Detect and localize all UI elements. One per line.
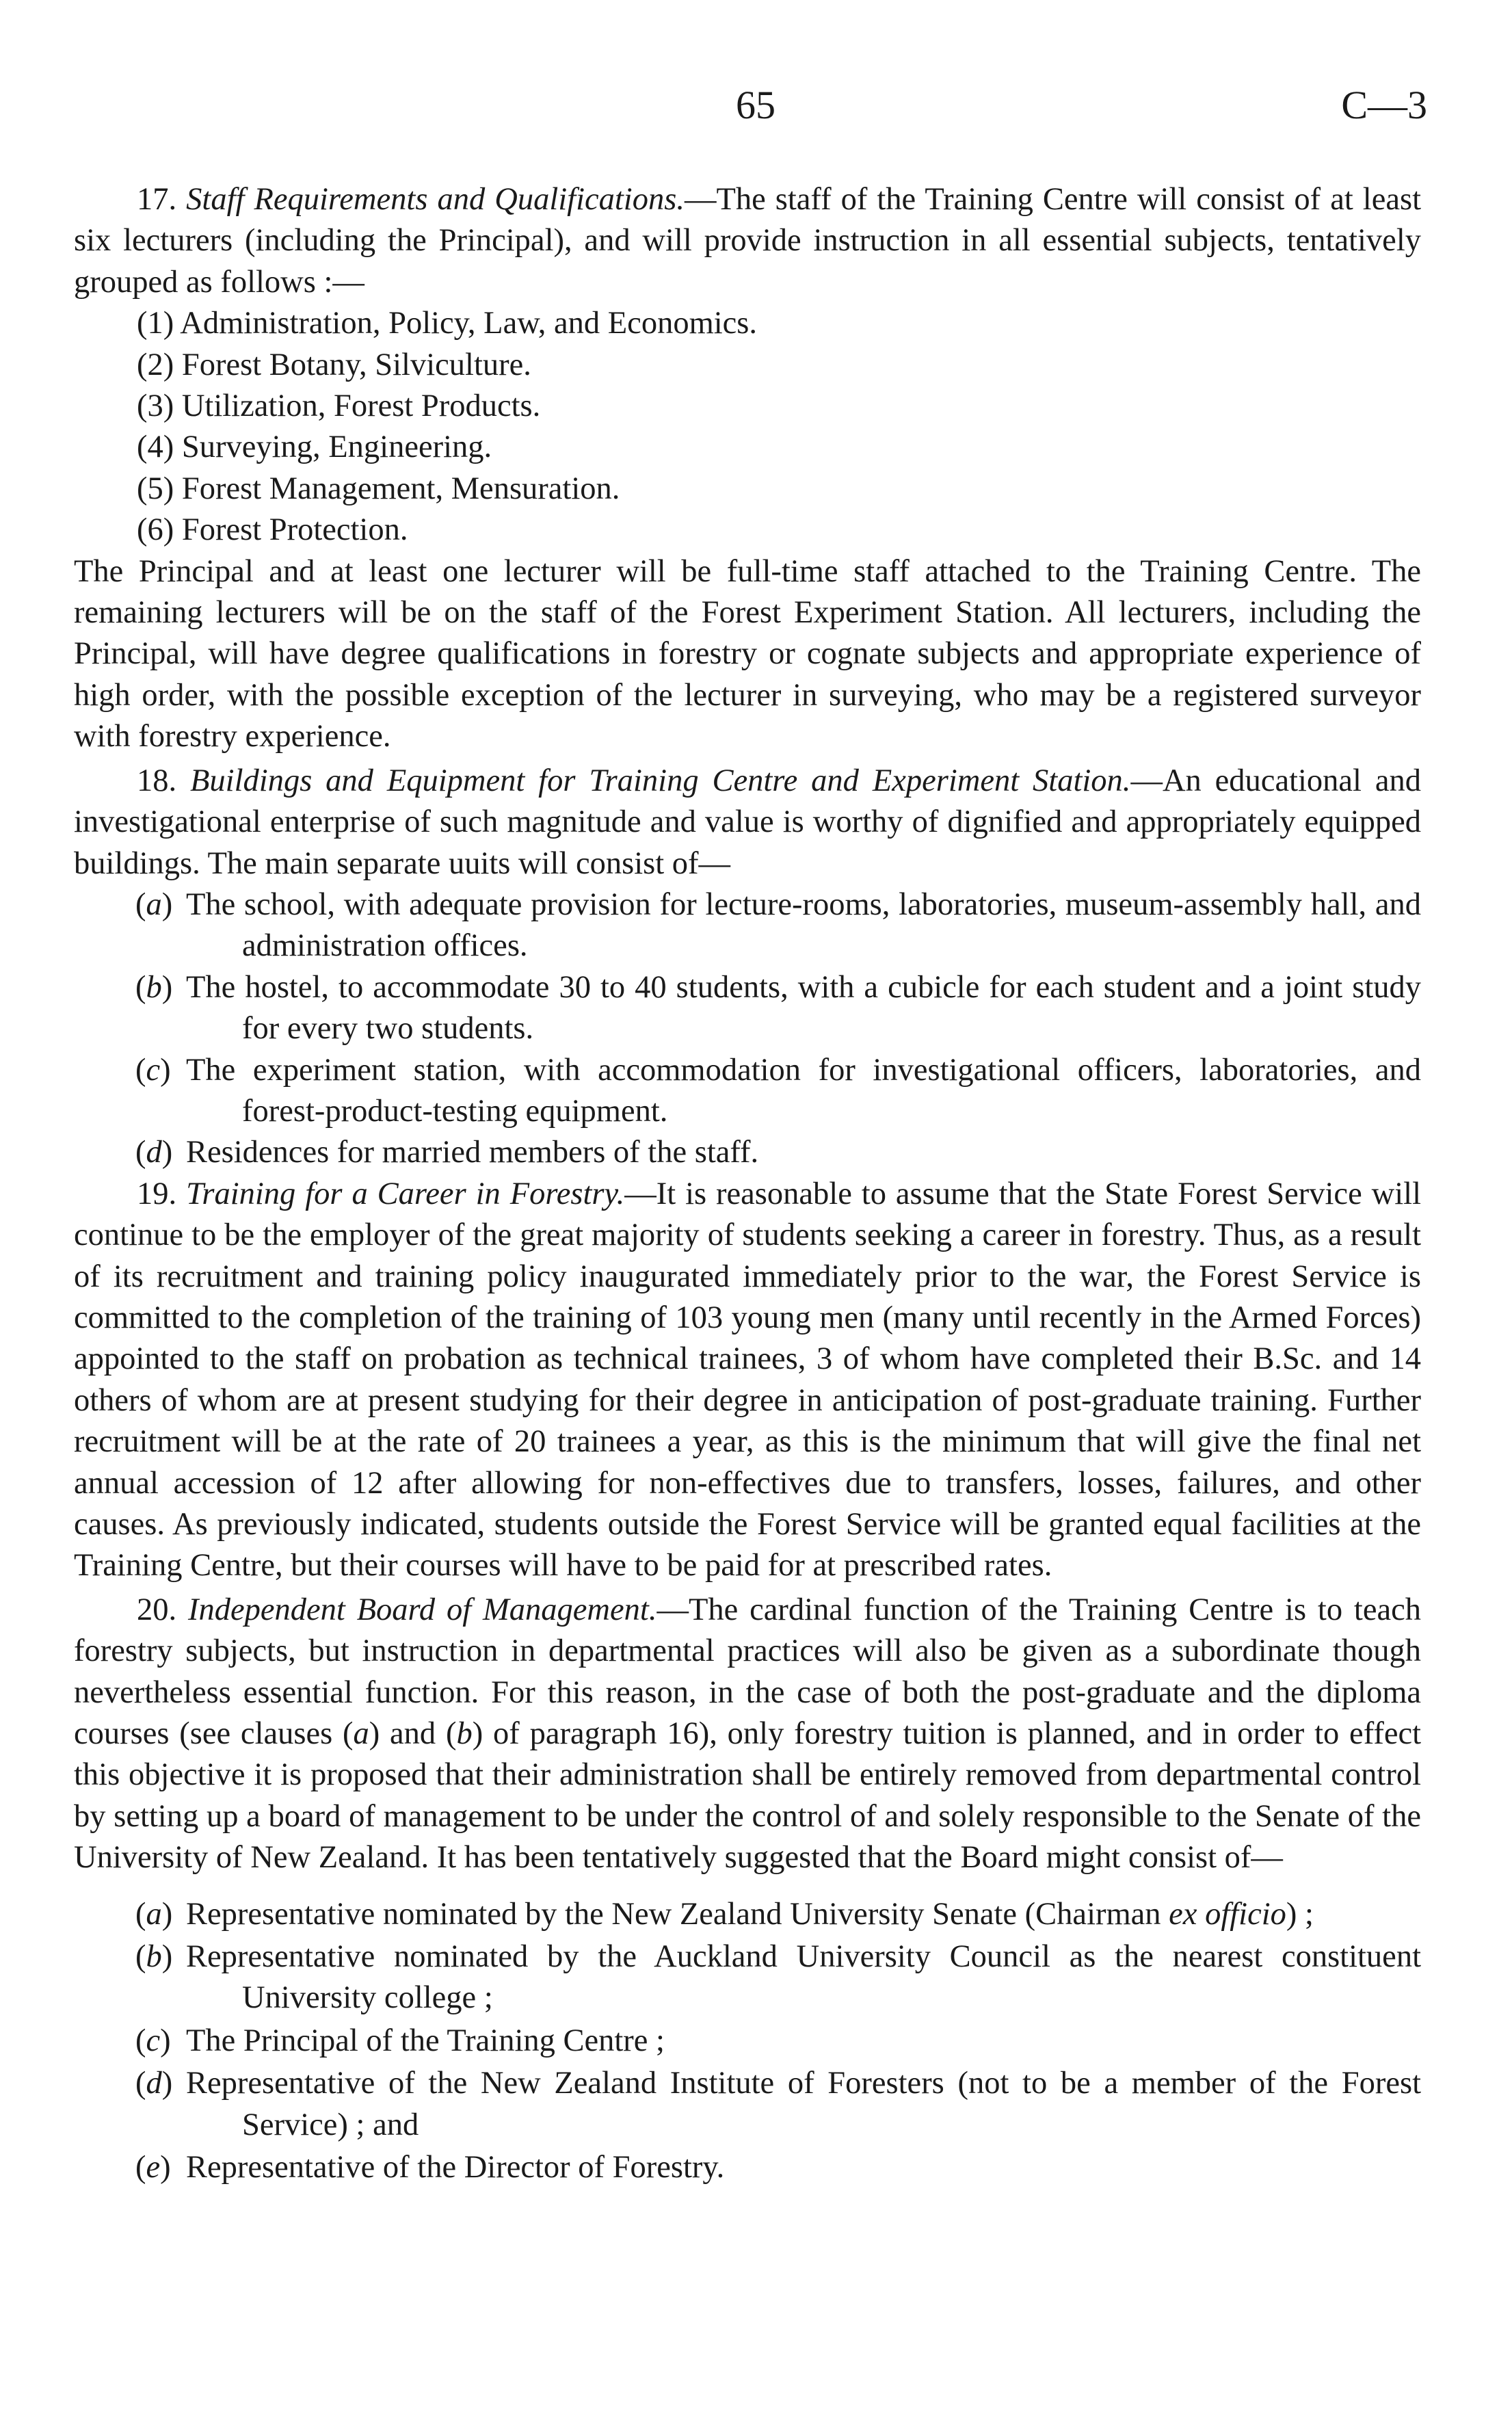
page-header	[0, 82, 1512, 137]
paragraph-text: —An educational and investigational enterprise of such magnitude and value is worthy of dignified and appropriately equipped buildings. The main separate uuits will consist of—	[74, 763, 1422, 881]
paragraph-text: —The cardinal function of the Training Centre is to teach forestry subjects, but instruction in departmental practices will also be given as a subordinate though nevertheless essential function. For this reason, in the case of both the post-graduate and the diploma courses (see clauses (	[74, 1592, 1422, 1752]
paragraph-heading: Training for a Career in Forestry.	[186, 1176, 625, 1211]
document-reference: C—3	[1341, 83, 1427, 127]
list-item: (1) Administration, Policy, Law, and Economics.	[137, 306, 758, 341]
list-item: (4) Surveying, Engineering.	[137, 430, 492, 465]
list-marker: (b)	[135, 1939, 173, 1975]
clause-reference: a	[353, 1716, 369, 1752]
page-number: 65	[736, 83, 775, 127]
list-marker: (d)	[135, 2066, 173, 2101]
list-item	[74, 1936, 1421, 2019]
page-body	[74, 179, 1421, 2189]
paragraph-heading: Independent Board of Management.	[187, 1592, 657, 1627]
paragraph-19	[74, 1174, 1421, 1587]
list-item	[74, 1894, 1421, 1935]
list-item	[74, 884, 1421, 967]
paragraph-18	[74, 761, 1421, 884]
list-item-text: Representative nominated by the Auckland University Council as the nearest constituent University college ;	[186, 1939, 1421, 2016]
paragraph-text: ) of paragraph 16), only forestry tuition is planned, and in order to effect this objective it is proposed that their administration shall be entirely removed from departmental control by setting up a board of management to be under the control of and solely responsible to the Senate of the University of New Zealand. It has been tentatively suggested that the Board might consist of—	[74, 1716, 1422, 1876]
paragraph-heading: Staff Requirements and Qualifications.	[186, 182, 685, 217]
list-marker: (a)	[135, 886, 173, 922]
list-marker: (b)	[135, 969, 173, 1005]
paragraph-text: —The staff of the Training Centre will consist of at least six lecturers (including the Principal), and will provide instruction in all essential subjects, tentatively grouped as follows :—	[74, 182, 1422, 300]
list-marker: (c)	[135, 2023, 171, 2058]
paragraph-17	[74, 179, 1421, 303]
list-item-emphasis: ex officio	[1169, 1896, 1286, 1932]
list-item-text: The hostel, to accommodate 30 to 40 students, with a cubicle for each student and a joint study for every two students.	[186, 969, 1421, 1047]
paragraph-text: ) and (	[369, 1716, 457, 1752]
buildings-list	[74, 884, 1421, 1174]
list-item: (3) Utilization, Forest Products.	[137, 389, 541, 424]
list-item-text: Representative of the New Zealand Institute of Foresters (not to be a member of the Forest Service) ; and	[186, 2066, 1421, 2142]
list-marker: (a)	[135, 1896, 173, 1932]
list-item-text: Representative of the Director of Forestry.	[186, 2150, 725, 2185]
list-item-text: Residences for married members of the staff.	[186, 1135, 759, 1170]
list-item-text: The experiment station, with accommodation for investigational officers, laboratories, and forest-product-testing equipment.	[186, 1052, 1421, 1129]
list-item-text: The Principal of the Training Centre ;	[186, 2023, 665, 2058]
paragraph-number: 18.	[137, 763, 177, 798]
list-item	[74, 967, 1421, 1050]
paragraph-20	[74, 1590, 1421, 1879]
list-item-text-after: ) ;	[1286, 1896, 1314, 1932]
list-marker: (c)	[135, 1052, 171, 1088]
paragraph-number: 20.	[137, 1592, 177, 1627]
subject-list	[74, 303, 1421, 551]
list-item-text: Representative nominated by the New Zealand University Senate (Chairman	[186, 1896, 1169, 1932]
list-item: (5) Forest Management, Mensuration.	[137, 471, 620, 506]
paragraph-number: 19.	[137, 1176, 177, 1211]
list-item	[74, 2063, 1421, 2146]
paragraph-number: 17.	[137, 182, 177, 217]
list-marker: (e)	[135, 2150, 171, 2185]
paragraph-17-closing: The Principal and at least one lecturer will be full-time staff attached to the Training Centre. The remaining lecturers will be on the staff of the Forest Experiment Station. All lecturers, including the Principal, will have degree qualifications in forestry or cognate subjects and appropriate experience of high order, with the possible exception of the lecturer in surveying, who may be a registered surveyor with forestry experience.	[74, 553, 1421, 754]
list-marker: (d)	[135, 1135, 173, 1170]
paragraph-text: —It is reasonable to assume that the State Forest Service will continue to be the employer of the great majority of students seeking a career in forestry. Thus, as a result of its recruitment and training policy inaugurated immediately prior to the war, the Forest Service is committed to the completion of the training of 103 young men (many until recently in the Armed Forces) appointed to the staff on probation as technical trainees, 3 of whom have completed their B.Sc. and 14 others of whom are at present studying for their degree in anticipation of post-graduate training. Further recruitment will be at the rate of 20 trainees a year, as this is the minimum that will give the final net annual accession of 12 after allowing for non-effectives due to transfers, losses, failures, and other causes. As previously indicated, students outside the Forest Service will be granted equal facilities at the Training Centre, but their courses will have to be paid for at prescribed rates.	[74, 1176, 1421, 1583]
list-item	[74, 2021, 1421, 2062]
paragraph-heading: Buildings and Equipment for Training Centre and Experiment Station.	[190, 763, 1131, 798]
list-item: (6) Forest Protection.	[137, 512, 408, 548]
clause-reference: b	[456, 1716, 473, 1752]
list-item: (2) Forest Botany, Silviculture.	[137, 347, 531, 382]
list-item	[74, 1132, 1421, 1173]
list-item	[74, 1050, 1421, 1133]
list-item-text: The school, with adequate provision for lecture-rooms, laboratories, museum-assembly hall, and administration offices.	[186, 886, 1421, 964]
board-members-list	[74, 1894, 1421, 2189]
list-item	[74, 2147, 1421, 2188]
